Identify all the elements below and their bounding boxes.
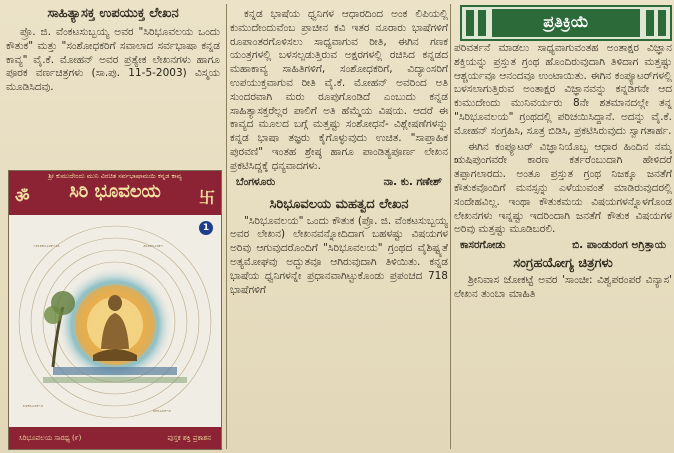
column-divider-1: [226, 4, 227, 449]
cover-chakra-illustration: [13, 217, 217, 427]
signature-name-2: ಬಿ. ಪಾಂಡುರಂಗ ಅಗ್ರಿತ್ತಾಯ: [572, 239, 666, 252]
section-logo-text: ಪ್ರತಿಕ್ರಿಯೆ: [492, 9, 640, 37]
om-symbol: ॐ: [15, 187, 30, 206]
book-cover-image: [8, 170, 222, 450]
logo-bar-right-2: [646, 10, 654, 36]
section-logo: [460, 5, 672, 41]
signature-2: [454, 239, 672, 252]
article-heading-2: ಸಿರಿಭೂವಲಯ ಮಹತ್ವದ ಲೇಖನ: [269, 196, 409, 212]
cover-footer-left: ಸಿರಿಭೂವಲಯ ಸಾರಥ್ಯ (೯): [19, 433, 82, 442]
volume-badge: 1: [199, 221, 213, 235]
article-body-3b: ಈಗಿನ ಕಂಪ್ಯೂಟರ್ ವಿಜ್ಞಾನಿಯೊಬ್ಬ ಆಧಾರ ಹಿಂದಿನ ನಮ್ಮ ಋಷಿಪುಂಗವರೇ ಕಾರಣ ಕರ್ತರೆಂಬುದಾಗಿ ಹೇಳಿದರೆ ತಪ್ಪಾಗಲಾರದು. ಅಂತೂ ಪ್ರಸ್ತುತ ಗ್ರಂಥ ನಿಜಕ್ಕೂ ಜನತೆಗೆ ಕೌತುಕವೊಂದಿಗೆ ಮನಸ್ಸನ್ನು ಎಳೆಯುವಂತೆ ಮಾಡಿರುವುದರಲ್ಲಿ ಸಂದೇಹವಿಲ್ಲ. ಇಂಥಾ ಕೌತುಕಮಯ ವಿಷಯಗಳನ್ನೊಳಗೊಂಡ ಲೇಖನಗಳು ಇನ್ನಷ್ಟು ಇದರಿಂದಾಗಿ ಜನತೆಗೆ ಕೌತುಕ ವಿಷಯಗಳ ಅರಿವು ಮತ್ತಷ್ಟು ಮೂಡಿಬರಲಿ.: [454, 140, 672, 236]
signature-place-1: ಬೆಂಗಳೂರು: [236, 175, 276, 188]
cover-header-band: [9, 171, 221, 215]
svg-text:೨೩೪೫೬೭೮೯೧: ೨೩೪೫೬೭೮೯೧: [143, 243, 164, 248]
column-3: [454, 42, 672, 453]
svg-text:೧೨೩೪೫೬೭೮೯೧೨೩: ೧೨೩೪೫೬೭೮೯೧೨೩: [33, 243, 60, 248]
article-body-2b: "ಸಿರಿಭೂವಲಯ" ಒಂದು ಕೌತುಕ (ಪ್ರೊ. ಜಿ. ವೆಂಕಟಸುಬ್ಬಯ್ಯ ಅವರ ಲೇಖನ) ಲೇಖನವನ್ನೋದಿದಾಗ ಬಹಳಷ್ಟು ವಿಷಯಗಳ ಅರಿವು ಆಗುವುದರೊಂದಿಗೆ "ಸಿರಿಭೂವಲಯ" ಗ್ರಂಥದ ವೈಶಿಷ್ಟ್ಯತೆ ಅತ್ಯಮೋಘವು ಅದ್ಭುತವೂ ಆಗಿರುವುದಾಗಿ ತಿಳಿಯಿತು. ಕನ್ನಡ ಭಾಷೆಯ ಧ್ವನಿಗಳನ್ನೇ ಪ್ರಧಾನವಾಗಿಟ್ಟುಕೊಂಡು ಪ್ರಪಂಚದ 718 ಭಾಷೆಗಳಿಗೆ: [230, 214, 448, 296]
signature-name-1: ನಾ. ಕು. ಗಣೇಶ್: [383, 175, 442, 188]
article-heading-1: ಸಾಹಿತ್ಯಾಸಕ್ತ ಉಪಯುಕ್ತ ಲೇಖನ: [47, 6, 179, 21]
article-body-3c: ಶ್ರೀನಿವಾಸ ಜೋಕಟ್ಟೆ ಅವರ 'ಸಾಂಚೀ: ವಿಶ್ವಪರಂಪರೆ ವಿನ್ಯಾಸ' ಲೇಖನ ತುಂಬಾ ಮಾಹಿತಿ: [454, 274, 672, 300]
chakra-circle-graphic: [13, 217, 217, 427]
article-heading-3: ಸಂಗ್ರಹಯೋಗ್ಯ ಚಿತ್ರಗಳು: [513, 256, 613, 272]
svg-text:೪೫೬೭೮೯೧೨: ೪೫೬೭೮೯೧೨: [153, 408, 171, 413]
svg-text:೩೪೫೬೭೮೯೧೨: ೩೪೫೬೭೮೯೧೨: [23, 403, 44, 408]
cover-footer-right: ಪುಸ್ತಕ ಶಕ್ತಿ ಪ್ರಕಾಶನ: [167, 433, 211, 442]
logo-bar-right: [658, 10, 666, 36]
signature-1: [230, 176, 448, 189]
signature-place-2: ಕಾಸರಗೋಡು: [460, 239, 506, 252]
cover-footer-band: [9, 427, 221, 449]
article-body-3a: ಪರಿವರ್ತನೆ ಮಾಡಲು ಸಾಧ್ಯವಾಗುವಂತಹ ಅಂತಾಕ್ಷರ ವಿಜ್ಞಾನ ಶಕ್ತಿಯನ್ನು ಪ್ರಸ್ತುತ ಗ್ರಂಥ ಹೊಂದಿರುವುದಾಗಿ ತಿಳಿದಾಗ ಮತ್ತಷ್ಟು ಆಶ್ಚರ್ಯವೂ ಆನಂದವೂ ಉಂಟಾಯಿತು. ಈಗಿನ ಕಂಪ್ಯೂಟರ್‌ಗಳಲ್ಲಿ ಬಳಸಲಾಗುತ್ತಿರುವ ಅಂತಾಕ್ಷರ ವಿಜ್ಞಾನವನ್ನು ಕನ್ನಡಿಗನೇ ಆದ ಕುಮುದೇಂದು ಮುನಿವರ್ಯರು 8ನೇ ಶತಮಾನದಲ್ಲೇ ತನ್ನ "ಸಿರಿಭೂವಲಯ" ಗ್ರಂಥದಲ್ಲಿ ಪರಿಚಯಿಸಿದ್ದಾನೆ. ಅದನ್ನು ವೈ.ಕೆ. ಮೋಹನ್ ಸಂಗ್ರಹಿಸಿ, ಸೂತ್ರ ಬಿಡಿಸಿ, ಪ್ರಕಟಿಸಿರುವುದು ಸ್ವಾಗತಾರ್ಹ.: [454, 42, 672, 137]
cover-title: ಸಿರಿ ಭೂವಲಯ: [69, 181, 161, 202]
cover-subtitle: ಶ್ರೀ ಕುಮುದೇಂದು ಮುನಿ ವಿರಚಿತ ಸರ್ವಭಾಷಾಮಯಿ ಕನ್ನಡ ಕಾವ್ಯ: [48, 172, 182, 180]
column-divider-2: [450, 4, 451, 449]
column-2: [230, 0, 448, 453]
swastika-symbol: 卐: [198, 188, 215, 207]
article-body-2a: ಕನ್ನಡ ಭಾಷೆಯ ಧ್ವನಿಗಳ ಆಧಾರದಿಂದ ಅಂಕ ಲಿಪಿಯಲ್ಲಿ ಕುಮುದೇಂದುವೆಂಬ ಪ್ರಾಚೀನ ಕವಿ ಇತರ ನೂರಾರು ಭಾಷೆಗಳಿಗೆ ರೂಪಾಂತರಗೊಳಿಸಲು ಸಾಧ್ಯವಾಗುವ ರೀತಿ, ಈಗಿನ ಗಣಕ ಯಂತ್ರಗಳಲ್ಲಿ ಬಳಸಲ್ಪಡುತ್ತಿರುವ ಅಕ್ಷರಗಳಲ್ಲಿ ರಚಿಸಿದ ಕನ್ನಡದ ಮಹಾಕಾವ್ಯ ಸಾಹಿತಿಗಳಿಗೆ, ಸಂಶೋಧಕರಿಗೆ, ವಿದ್ಯಾಂಸರಿಗೆ ಉಪಯುಕ್ತವಾಗುವ ರೀತಿ ವೈ.ಕೆ. ಮೋಹನ್ ಅವರಿಂದ ಅತಿ ಸುಂದರವಾಗಿ ಮರು ರೂಪುಗೊಂಡಿದೆ ಎಂಬುದು ಕನ್ನಡ ಸಾಹಿತ್ಯಾಸಕ್ತರೆಲ್ಲರ ಪಾಲಿಗೆ ಅತಿ ಹೆಮ್ಮೆಯ ವಿಷಯ. ಆದರೆ ಈ ಕಾವ್ಯದ ಮೂಲದ ಬಗ್ಗೆ ಮತ್ತಷ್ಟು ಸಂಶೋಧನೆ- ವಿಶ್ಲೇಷಣೆಗಳನ್ನು ಕನ್ನಡ ಭಾಷಾ ತಜ್ಞರು ಕೈಗೊಳ್ಳುವುದು ಉಚಿತ. "ಸಾಪ್ತಾಹಿಕ ಪುರವಣಿ" ಇಂತಹ ಶ್ರೇಷ್ಠ ಹಾಗೂ ಪಾಂಡಿತ್ಯಪೂರ್ಣ ಲೇಖನ ಪ್ರಕಟಿಸಿದ್ದಕ್ಕೆ ಧನ್ಯವಾದಗಳು.: [230, 8, 448, 172]
logo-bar-left: [466, 10, 474, 36]
logo-bar-left-2: [478, 10, 486, 36]
article-body-1: ಪ್ರೊ. ಜಿ. ವೆಂಕಟಸುಬ್ಬಯ್ಯ ಅವರ "ಸಿರಿಭೂವಲಯ ಒಂದು ಕೌತುಕ" ಮತ್ತು "ಸಂಶೋಧಕರಿಗೆ ಸವಾಲಾದ ಸರ್ವಭಾಷಾ ಕನ್ನಡ ಕಾವ್ಯ" ವೈ.ಕೆ. ಮೋಹನ್ ಅವರ ಪ್ರತ್ಯೇಕ ಲೇಖನಗಳು ಹಾಗೂ ಪೂರಕ ವರ್ಣಚಿತ್ರಗಳು (ಸಾ.ಪು. 11-5-2003) ವಿಸ್ಮಯ ಮೂಡಿಸಿದವು.: [6, 26, 220, 94]
